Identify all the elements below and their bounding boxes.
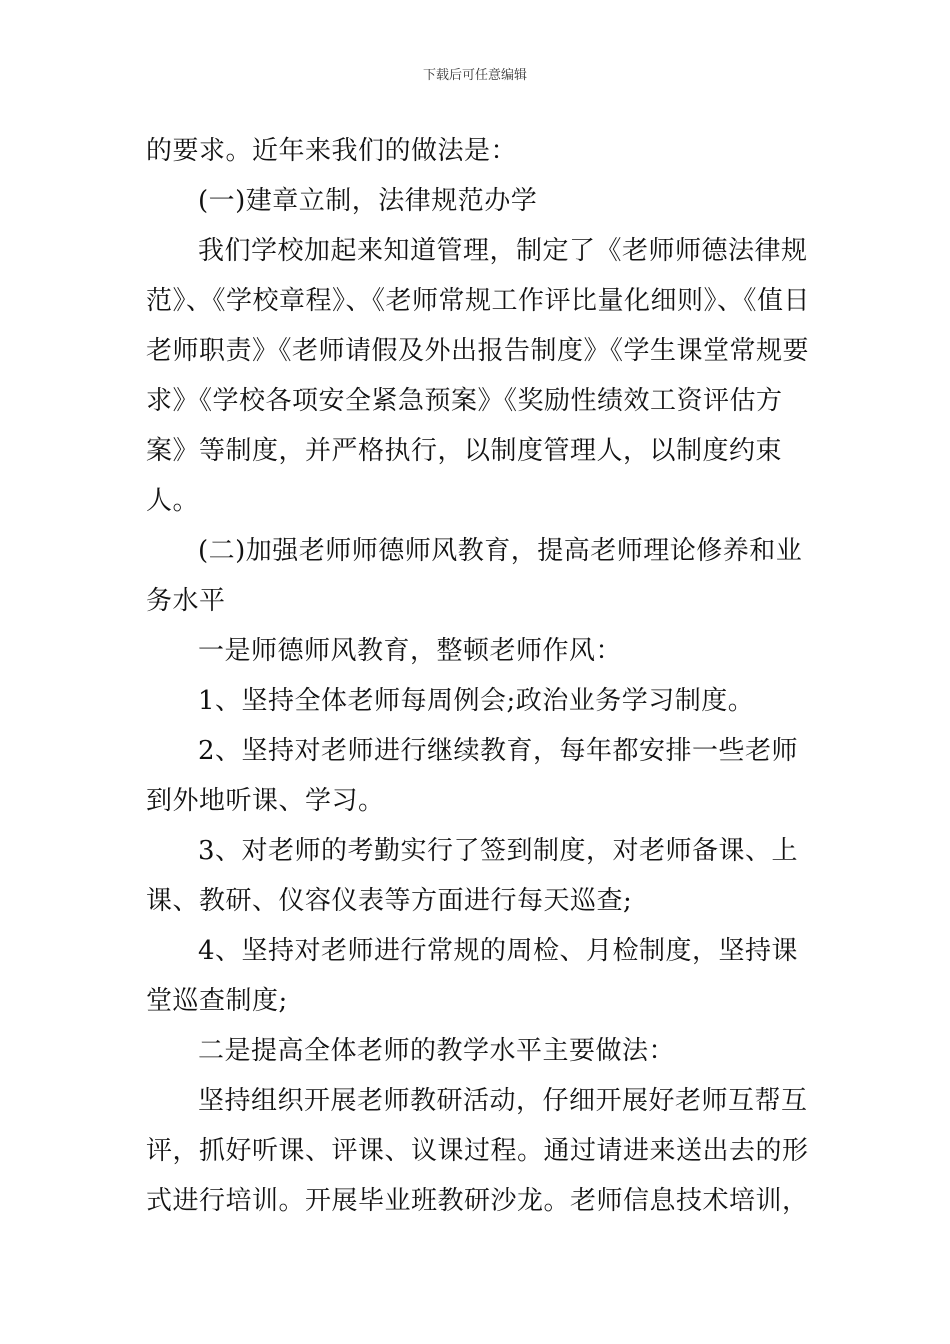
document-body (146, 126, 814, 1226)
page-header: 下载后可任意编辑 (422, 68, 527, 83)
list-item: 4、坚持对老师进行常规的周检、月检制度，坚持课堂巡查制度; (146, 936, 799, 1016)
section-heading: (一)建章立制，法律规范办学 (198, 186, 538, 216)
paragraph: 的要求。近年来我们的做法是： (146, 136, 518, 166)
list-item: 3、对老师的考勤实行了签到制度，对老师备课、上课、教研、仪容仪表等方面进行每天巡查; (146, 836, 799, 916)
list-item: 1、坚持全体老师每周例会;政治业务学习制度。 (198, 686, 755, 716)
section-heading: (二)加强老师师德师风教育，提高老师理论修养和业务水平 (146, 536, 803, 616)
paragraph: 一是师德师风教育，整顿老师作风： (198, 636, 623, 666)
list-item: 2、坚持对老师进行继续教育，每年都安排一些老师到外地听课、学习。 (146, 736, 799, 816)
paragraph: 我们学校加起来知道管理，制定了《老师师德法律规范》、《学校章程》、《老师常规工作评比量化细则》、《值日老师职责》《老师请假及外出报告制度》《学生课堂常规要求》《学校各项安全紧急预案》《奖励性绩效工资评估方案》等制度，并严格执行，以制度管理人，以制度约束人。 (146, 236, 811, 516)
paragraph: 二是提高全体老师的教学水平主要做法： (198, 1036, 676, 1066)
paragraph: 坚持组织开展老师教研活动，仔细开展好老师互帮互评，抓好听课、评课、议课过程。通过请进来送出去的形式进行培训。开展毕业班教研沙龙。老师信息技术培训， (146, 1086, 809, 1216)
